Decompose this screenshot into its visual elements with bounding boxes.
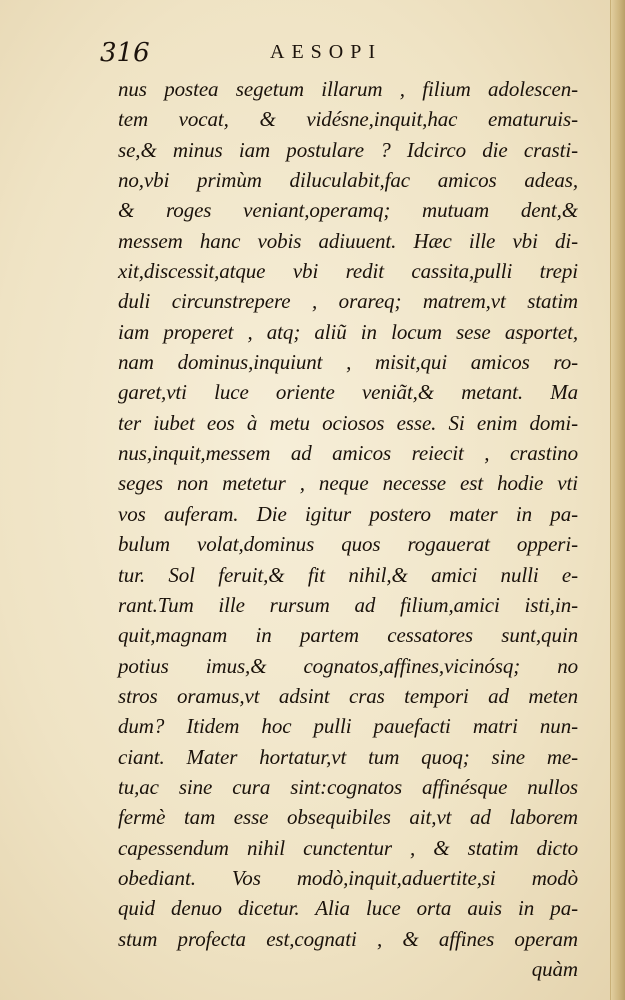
- text-line: no,vbi primùm diluculabit,fac amicos adeas,: [118, 168, 578, 193]
- page-edge: [610, 0, 625, 1000]
- text-line: rant.Tum ille rursum ad filium,amici isti,in-: [118, 592, 578, 617]
- text-line: se,& minus iam postulare ? Idcirco die crasti-: [118, 137, 578, 162]
- text-line: vos auferam. Die igitur postero mater in pa-: [118, 501, 578, 526]
- text-line: nus postea segetum illarum , filium adolescen-: [118, 77, 578, 101]
- text-line: duli circunstrepere , orareq; matrem,vt statim: [118, 289, 578, 314]
- text-line: & roges veniant,operamq; mutuam dent,&: [118, 198, 578, 223]
- text-line: quid denuo dicetur. Alia luce orta auis in pa-: [118, 896, 578, 921]
- text-line: tu,ac sine cura sint:cognatos affinésque nullos: [118, 774, 578, 799]
- text-line: stros oramus,vt adsint cras tempori ad meten: [118, 683, 578, 708]
- text-line: quit,magnam in partem cessatores sunt,quin: [118, 623, 578, 648]
- text-line: fermè tam esse obsequibiles ait,vt ad laborem: [118, 805, 578, 830]
- text-line: messem hanc vobis adiuuent. Hæc ille vbi di-: [118, 228, 578, 253]
- page-number: 316: [100, 38, 150, 68]
- text-line: bulum volat,dominus quos rogauerat opperi-: [118, 532, 578, 557]
- text-line: garet,vti luce oriente veniãt,& metant. Ma: [118, 380, 578, 405]
- text-line: stum profecta est,cognati , & affines operam: [118, 926, 578, 951]
- text-line: nam dominus,inquiunt , misit,qui amicos ro-: [118, 350, 578, 375]
- text-line: quàm: [531, 956, 578, 981]
- text-line: potius imus,& cognatos,affines,vicinósq; no: [118, 653, 578, 678]
- text-line: xit,discessit,atque vbi redit cassita,pulli trepi: [118, 259, 578, 284]
- text-block: [118, 74, 578, 984]
- text-line: capessendum nihil cunctentur , & statim dicto: [118, 835, 578, 860]
- text-line: seges non metetur , neque necesse est hodie vti: [118, 471, 578, 496]
- text-line: dum? Itidem hoc pulli pauefacti matri nun-: [118, 714, 578, 739]
- text-line: iam properet , atq; aliũ in locum sese asportet,: [118, 319, 578, 344]
- page-header: [100, 38, 530, 72]
- text-line: nus,inquit,messem ad amicos reiecit , crastino: [118, 441, 578, 466]
- text-line: tur. Sol feruit,& fit nihil,& amici nulli e-: [118, 562, 578, 587]
- text-line: ter iubet eos à metu ociosos esse. Si enim domi-: [118, 410, 578, 435]
- text-line: tem vocat, & vidésne,inquit,hac ematuruis-: [118, 107, 578, 132]
- running-title: AESOPI: [270, 41, 383, 63]
- text-line: obediant. Vos modò,inquit,aduertite,si modò: [118, 865, 578, 890]
- text-line: ciant. Mater hortatur,vt tum quoq; sine me-: [118, 744, 578, 769]
